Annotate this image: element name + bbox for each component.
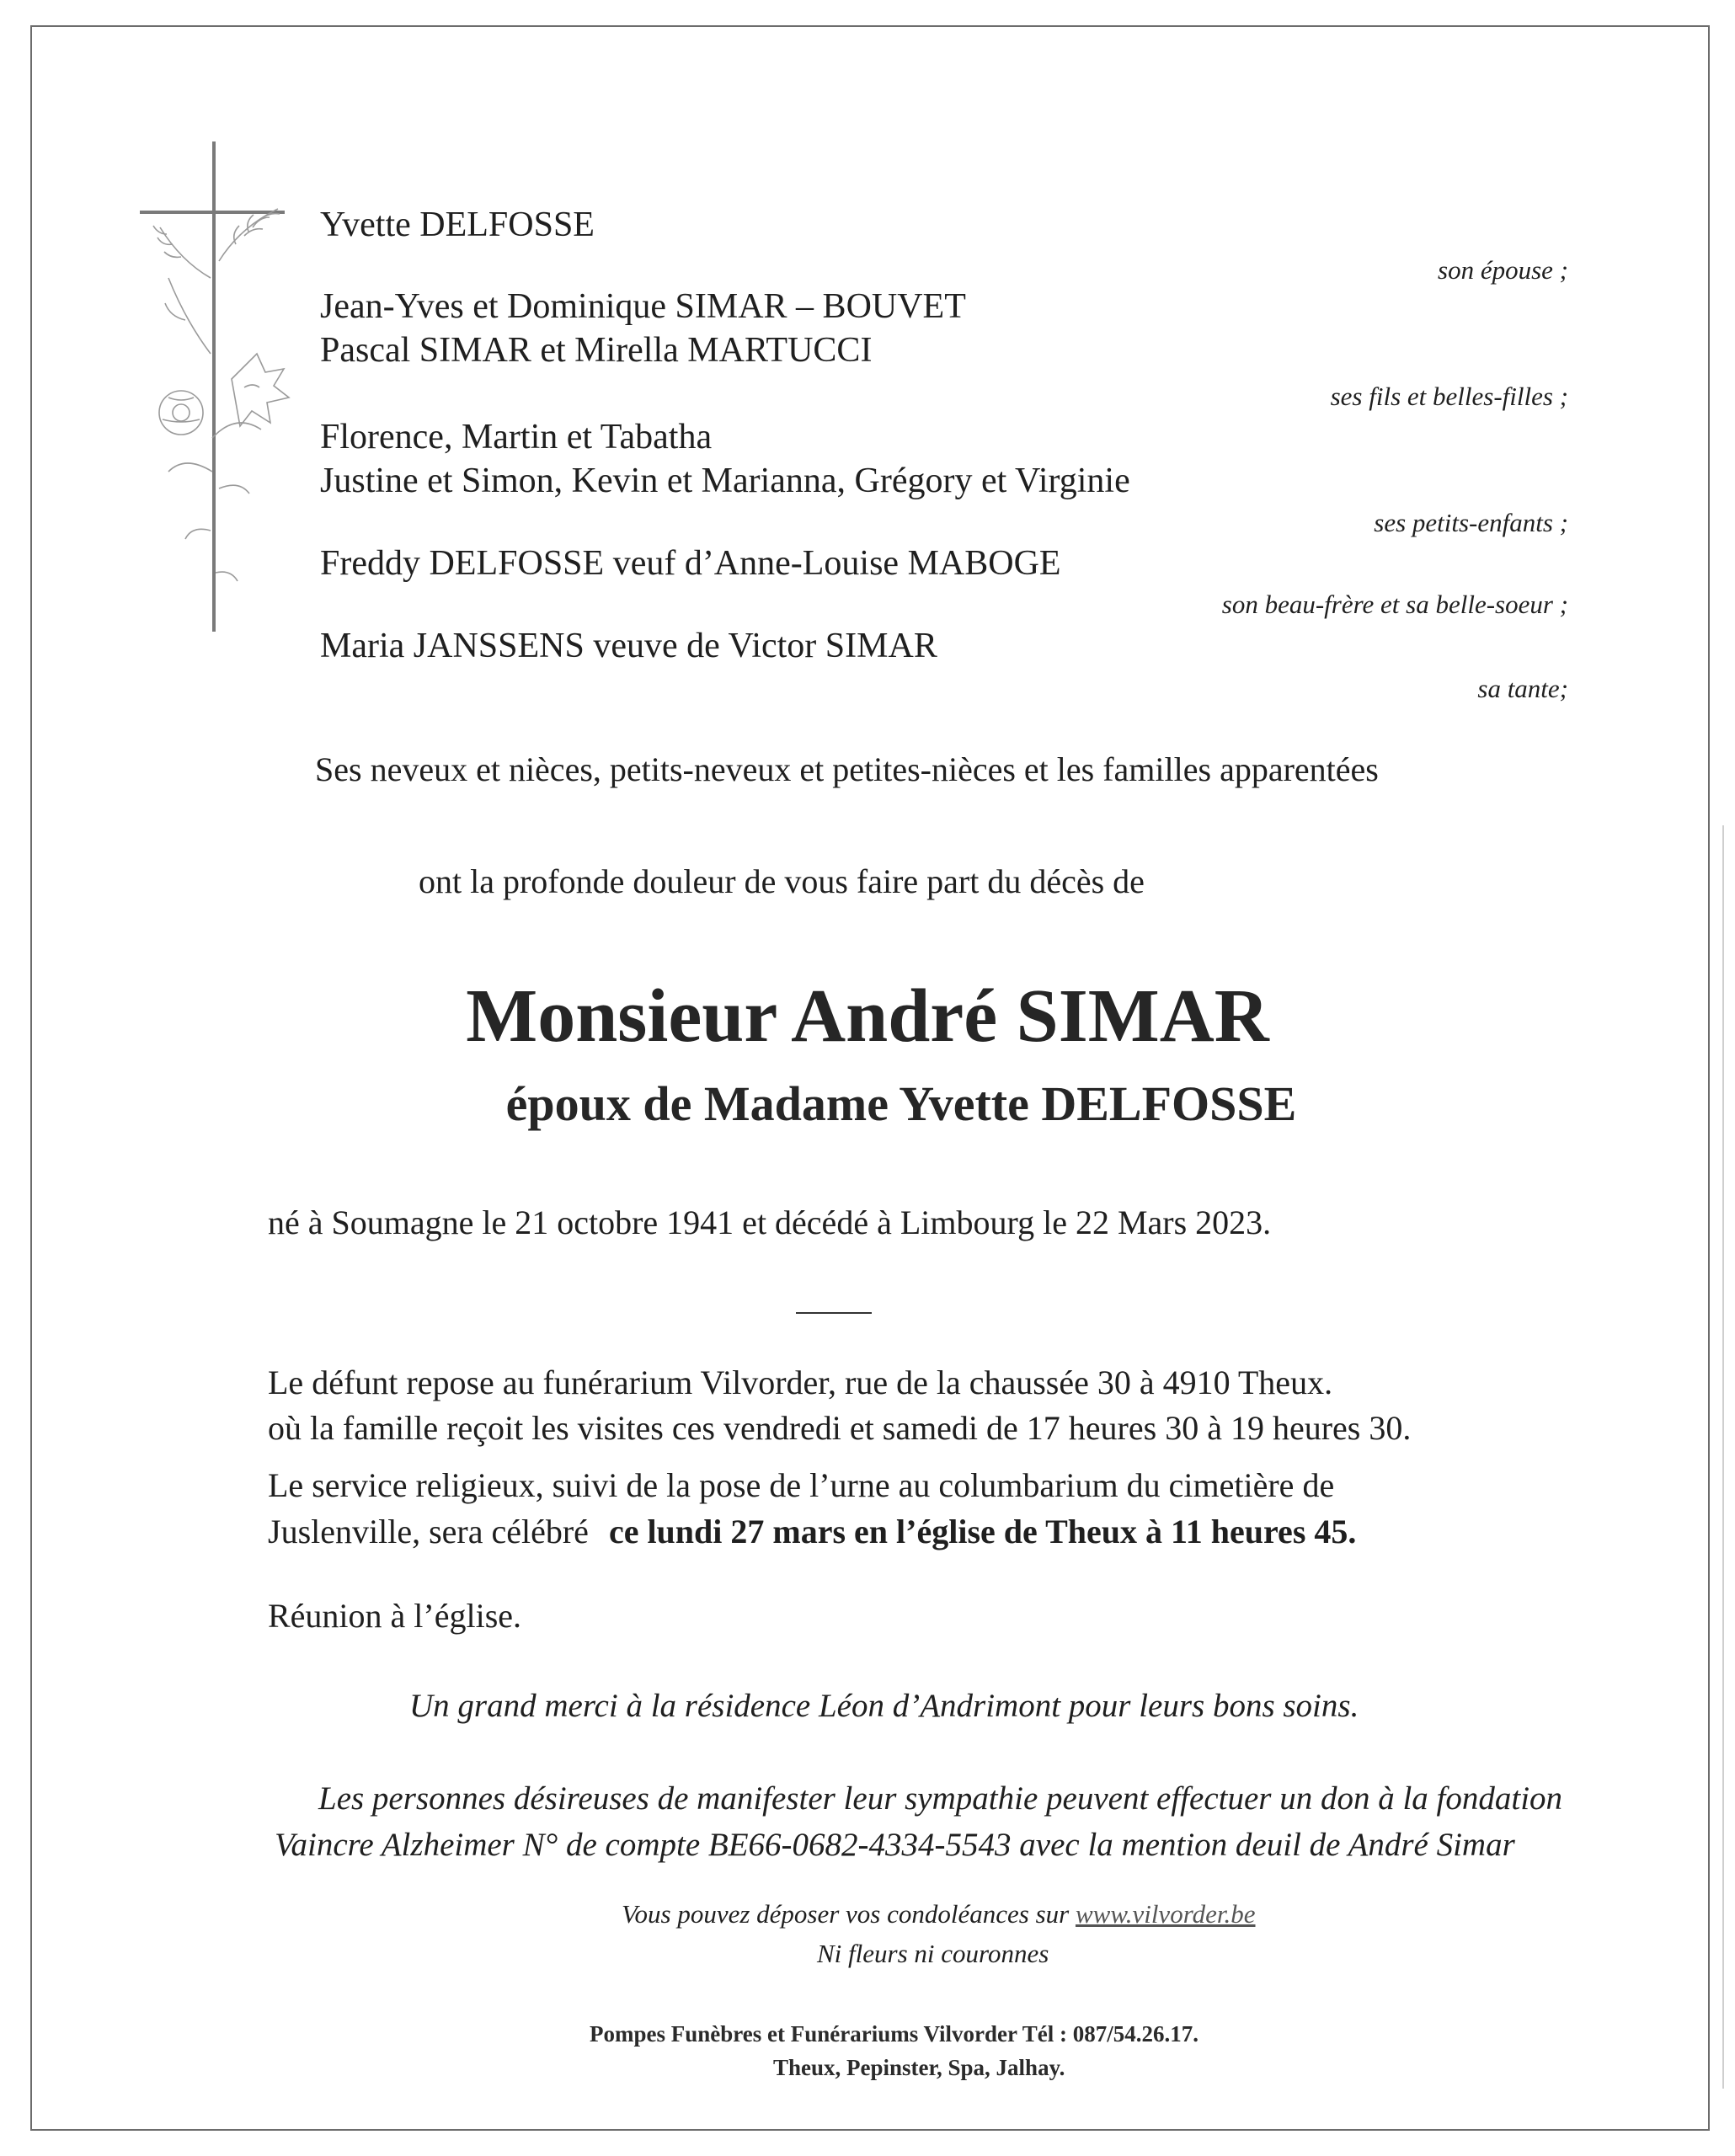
extended-family-text: Ses neveux et nièces, petits-neveux et petites-nièces et les familles apparentées bbox=[315, 750, 1379, 788]
announcement-text: ont la profonde douleur de vous faire part du décès de bbox=[419, 862, 1145, 900]
family-relation: son beau-frère et sa belle-soeur ; bbox=[1221, 590, 1568, 619]
family-name: Florence, Martin et Tabatha bbox=[320, 418, 713, 456]
donation-account-text: Vaincre Alzheimer N° de compte BE66-0682-4334-5543 avec la mention deuil de André Simar bbox=[275, 1827, 1515, 1863]
family-name: Pascal SIMAR et Mirella MARTUCCI bbox=[320, 331, 873, 370]
service-place: Juslenville, sera célébré bbox=[268, 1513, 589, 1550]
service-text: Le service religieux, suivi de la pose de l’urne au columbarium du cimetière de bbox=[268, 1466, 1335, 1504]
family-name: Justine et Simon, Kevin et Marianna, Grégory et Virginie bbox=[320, 462, 1130, 500]
service-datetime: ce lundi 27 mars en l’église de Theux à 11 heures 45. bbox=[608, 1513, 1357, 1550]
condolences-link[interactable]: www.vilvorder.be bbox=[1075, 1899, 1256, 1929]
family-relation: ses petits-enfants ; bbox=[1374, 508, 1568, 537]
footer-locations: Theux, Pepinster, Spa, Jalhay. bbox=[773, 2055, 1065, 2080]
reunion-text: Réunion à l’église. bbox=[268, 1597, 522, 1635]
service-text-line2 bbox=[268, 1512, 1356, 1551]
spouse-line: époux de Madame Yvette DELFOSSE bbox=[505, 1076, 1297, 1131]
thanks-text: Un grand merci à la résidence Léon d’Andrimont pour leurs bons soins. bbox=[409, 1688, 1359, 1724]
family-relation: sa tante; bbox=[1477, 674, 1568, 703]
donation-text: Les personnes désireuses de manifester leur sympathie peuvent effectuer un don à la fondation bbox=[318, 1780, 1563, 1817]
family-name: Jean-Yves et Dominique SIMAR – BOUVET bbox=[320, 287, 966, 326]
family-name: Maria JANSSENS veuve de Victor SIMAR bbox=[320, 627, 937, 665]
family-name: Yvette DELFOSSE bbox=[320, 205, 595, 244]
no-flowers-text: Ni fleurs ni couronnes bbox=[817, 1939, 1049, 1968]
repose-text: Le défunt repose au funérarium Vilvorder, rue de la chaussée 30 à 4910 Theux. bbox=[268, 1364, 1333, 1401]
separator bbox=[796, 1312, 872, 1314]
deceased-name: Monsieur André SIMAR bbox=[466, 974, 1269, 1058]
condolences-text bbox=[622, 1899, 1256, 1929]
footer-company: Pompes Funèbres et Funérariums Vilvorder Tél : 087/54.26.17. bbox=[590, 2021, 1198, 2047]
family-name: Freddy DELFOSSE veuf d’Anne-Louise MABOGE bbox=[320, 544, 1061, 583]
family-relation: ses fils et belles-filles ; bbox=[1330, 382, 1568, 411]
birth-death-dates: né à Soumagne le 21 octobre 1941 et décédé à Limbourg le 22 Mars 2023. bbox=[268, 1203, 1272, 1241]
family-relation: son épouse ; bbox=[1438, 255, 1568, 285]
cross-icon bbox=[135, 135, 312, 640]
visits-text: où la famille reçoit les visites ces vendredi et samedi de 17 heures 30 à 19 heures 30. bbox=[268, 1409, 1412, 1447]
condolences-prefix: Vous pouvez déposer vos condoléances sur bbox=[622, 1899, 1070, 1929]
